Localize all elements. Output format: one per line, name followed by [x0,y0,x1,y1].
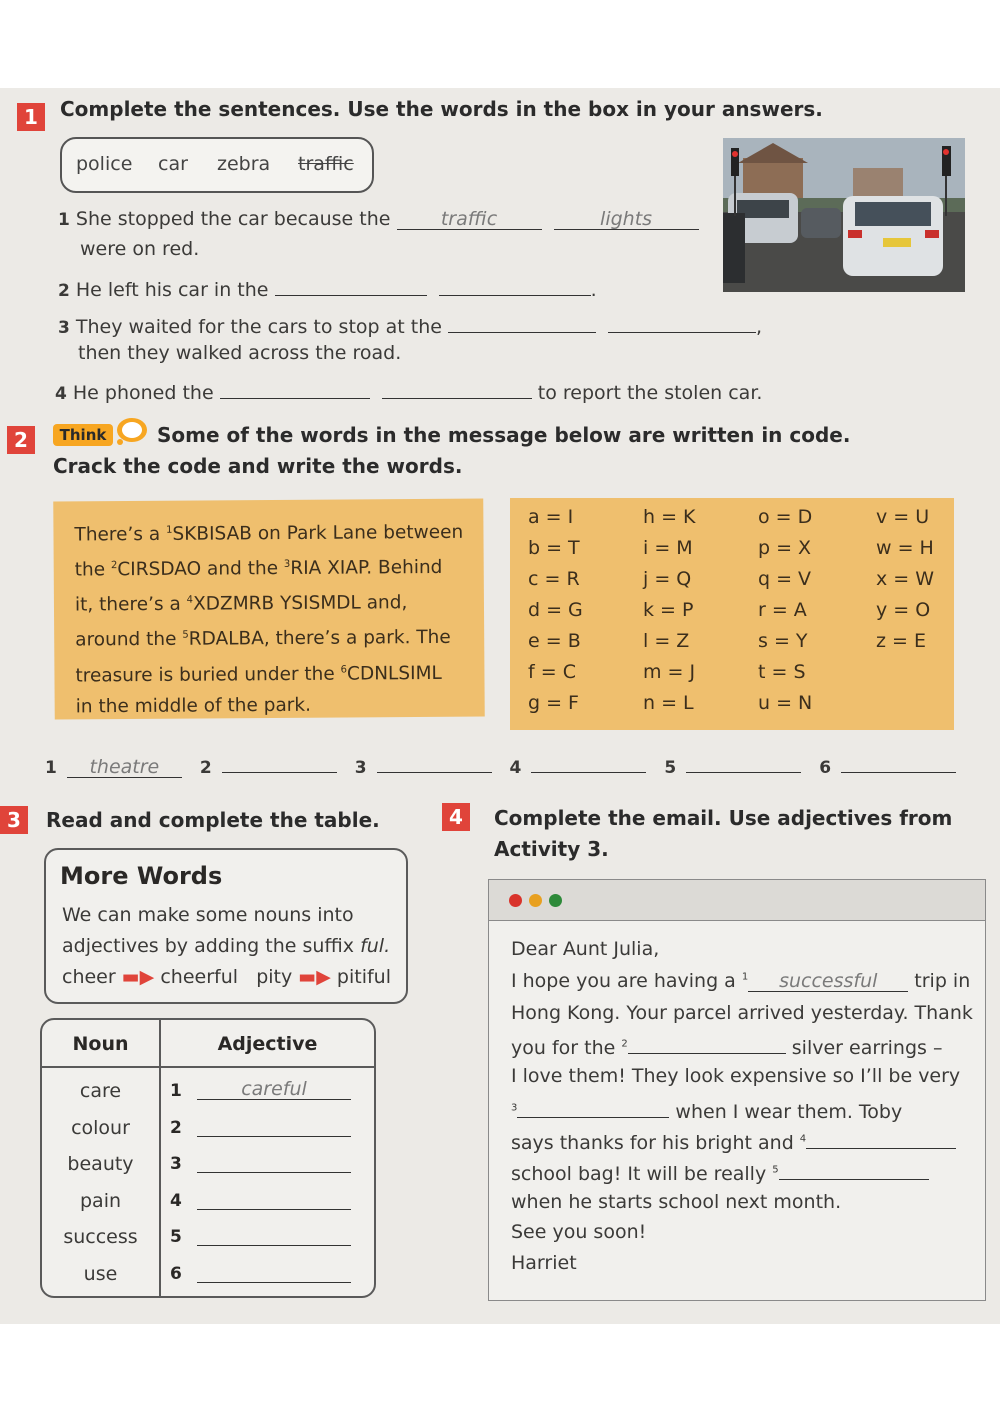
email-blank-1[interactable]: successful [748,971,908,992]
code-key-entry: a = I [528,506,574,528]
s2-blank-2[interactable] [439,275,591,296]
s3-continuation: then they walked across the road. [78,342,402,364]
email-line-2: Hong Kong. Your parcel arrived yesterday. Thank [511,1002,973,1024]
table-row-number: 4 [170,1190,182,1211]
ex2-answer-number: 2 [199,758,212,778]
code-key-entry: s = Y [758,630,808,652]
code-key-entry: o = D [758,506,813,528]
ex3-instruction: Read and complete the table. [46,808,380,832]
arrow-icon: ▬▶ [298,966,331,988]
close-dot-icon [509,894,522,907]
ex4-instruction-2: Activity 3. [494,837,609,861]
ex2-answer-blank-4[interactable] [531,752,646,773]
code-key-entry: c = R [528,568,580,590]
ex1-instruction: Complete the sentences. Use the words in the box in your answers. [60,97,823,121]
code-key-entry: j = Q [643,568,692,590]
think-label: Think [53,424,113,446]
ex2-answer-number: 4 [509,758,522,778]
code-key-entry: t = S [758,661,806,683]
ex4-instruction-1: Complete the email. Use adjectives from [494,806,953,830]
ex2-answer-number: 5 [664,758,677,778]
more-words-box [44,848,408,1004]
code-key-entry: b = T [528,537,580,559]
ex2-number-badge: 2 [7,426,35,454]
traffic-photo [723,138,965,292]
ex1-word-box [60,137,374,193]
table-adjective-blank[interactable] [197,1116,351,1137]
more-words-line-1: We can make some nouns into [62,904,354,926]
coded-message: There’s a $^1$SKBISAB on Park Lane between the $^2$CIRSDAO and the $^3$RIA XIAP. Behind it, there’s a $^4$XDZMRB YSISMDL and, around the $^5$RDALBA, there’s a park. The treasure is buried under the $^6$CDNLSIML in the middle of the park. [74,521,464,718]
table-row-number: 6 [170,1263,182,1284]
s1-continuation: were on red. [80,238,200,260]
ex1-sentence-4: 4 He phoned the to report the stolen car. [55,378,775,404]
code-key-entry: x = W [876,568,935,590]
word-police: police [76,153,133,175]
table-noun-cell: pain [79,1189,122,1212]
word-zebra: zebra [217,153,271,175]
more-words-line-2: adjectives by adding the suffix ful. [62,935,391,957]
code-key-entry: n = L [643,692,694,714]
table-adjective-blank[interactable] [197,1189,351,1210]
ex1-sentence-1: 1 She stopped the car because the traffic lights [58,208,708,230]
email-line-3: you for the $^2$ silver earrings – [511,1033,942,1059]
col-header-adjective: Adjective [217,1033,318,1055]
email-blank-3[interactable] [517,1097,669,1118]
email-line-9: See you soon! [511,1221,647,1243]
code-key-entry: l = Z [643,630,690,652]
code-key-entry: e = B [528,630,581,652]
maximize-dot-icon [549,894,562,907]
word-traffic-crossed: traffic [298,153,354,175]
ex2-answer-number: 3 [354,758,367,778]
code-key-entry: i = M [643,537,693,559]
code-key-entry: g = F [528,692,579,714]
code-key-entry: k = P [643,599,694,621]
coded-message-paper [53,499,485,720]
code-key-entry: p = X [758,537,812,559]
code-key-entry: u = N [758,692,813,714]
s3-blank-1[interactable] [448,312,596,333]
s4-after: to report the stolen car. [537,382,763,404]
ex2-answer-number: 6 [819,758,832,778]
email-blank-5[interactable] [779,1159,929,1180]
minimize-dot-icon [529,894,542,907]
ex2-answer-number: 1 [45,758,57,778]
s2-text: He left his car in the [75,279,269,301]
code-key-entry: f = C [528,661,576,683]
email-line-8: when he starts school next month. [511,1191,842,1213]
table-adjective-blank[interactable] [197,1262,351,1283]
code-key-entry: h = K [643,506,696,528]
email-signature: Harriet [511,1252,577,1274]
code-key-paper [510,498,954,730]
col-header-noun: Noun [72,1033,129,1055]
code-key-entry: y = O [876,599,931,621]
s3-blank-2[interactable] [608,312,756,333]
code-key-entry: v = U [876,506,930,528]
table-row-number: 2 [170,1117,182,1138]
table-row-number: 5 [170,1227,182,1247]
email-blank-2[interactable] [628,1033,786,1054]
table-noun-cell: use [83,1262,118,1285]
ex2-instruction-2: Crack the code and write the words. [53,454,463,478]
s1-text: She stopped the car because the [75,208,391,230]
table-adjective-blank[interactable] [197,1225,351,1246]
ex2-answer-blank-2[interactable] [222,752,337,773]
email-title-bar [489,880,985,921]
table-adjective-blank[interactable] [197,1152,351,1173]
email-greeting: Dear Aunt Julia, [511,938,660,960]
ex1-sentence-2: 2 He left his car in the . [58,275,678,301]
table-row-number: 1 [170,1081,182,1101]
ex4-number-badge: 4 [442,803,470,831]
email-line-1: I hope you are having a $^1$ successful trip in [511,970,971,992]
code-key-entry: d = G [528,599,583,621]
email-line-6: says thanks for his bright and $^4$ [511,1128,956,1154]
noun-adjective-table [40,1018,376,1298]
table-row-number: 3 [170,1154,182,1174]
s3-text: They waited for the cars to stop at the [75,316,442,338]
ex2-answer-blank-6[interactable] [841,752,956,773]
ex1-sentence-3: 3 They waited for the cars to stop at the , [58,312,778,338]
thought-bubble-icon [114,416,148,446]
code-key-entry: w = H [876,537,934,559]
s4-blank-1[interactable] [220,378,370,399]
code-key-entry: z = E [876,630,926,652]
s2-blank-1[interactable] [275,275,427,296]
email-line-5: $^3$ when I wear them. Toby [511,1097,902,1123]
more-words-examples: cheer ▬▶ cheerful pity ▬▶ pitiful [62,966,391,988]
s1-blank-1[interactable]: traffic [397,209,542,230]
ex2-answer-row [45,752,985,778]
ex2-answer-blank-5[interactable] [686,752,801,773]
code-key-entry: q = V [758,568,812,590]
s4-blank-2[interactable] [382,378,532,399]
table-noun-cell: success [63,1226,138,1248]
ex3-number-badge: 3 [0,806,28,834]
s4-text: He phoned the [72,382,214,404]
more-words-title: More Words [60,862,223,890]
s1-blank-2[interactable]: lights [554,209,699,230]
email-blank-4[interactable] [806,1128,956,1149]
table-adjective-blank[interactable]: careful [197,1079,351,1100]
ex2-answer-blank-3[interactable] [377,752,492,773]
arrow-icon: ▬▶ [121,966,155,988]
code-key-entry: r = A [758,599,807,621]
ex2-answer-blank-1[interactable]: theatre [67,757,182,778]
code-key-entry: m = J [643,661,696,683]
table-noun-cell: care [79,1080,122,1102]
ex1-number-badge: 1 [17,103,45,131]
email-window [488,879,986,1301]
table-noun-cell: beauty [67,1153,134,1175]
email-line-7: school bag! It will be really $^5$ [511,1159,929,1185]
word-car: car [158,153,188,175]
table-noun-cell: colour [71,1116,130,1139]
ex2-instruction-1: Some of the words in the message below are written in code. [157,423,851,447]
email-line-4: I love them! They look expensive so I’ll be very [511,1065,961,1087]
